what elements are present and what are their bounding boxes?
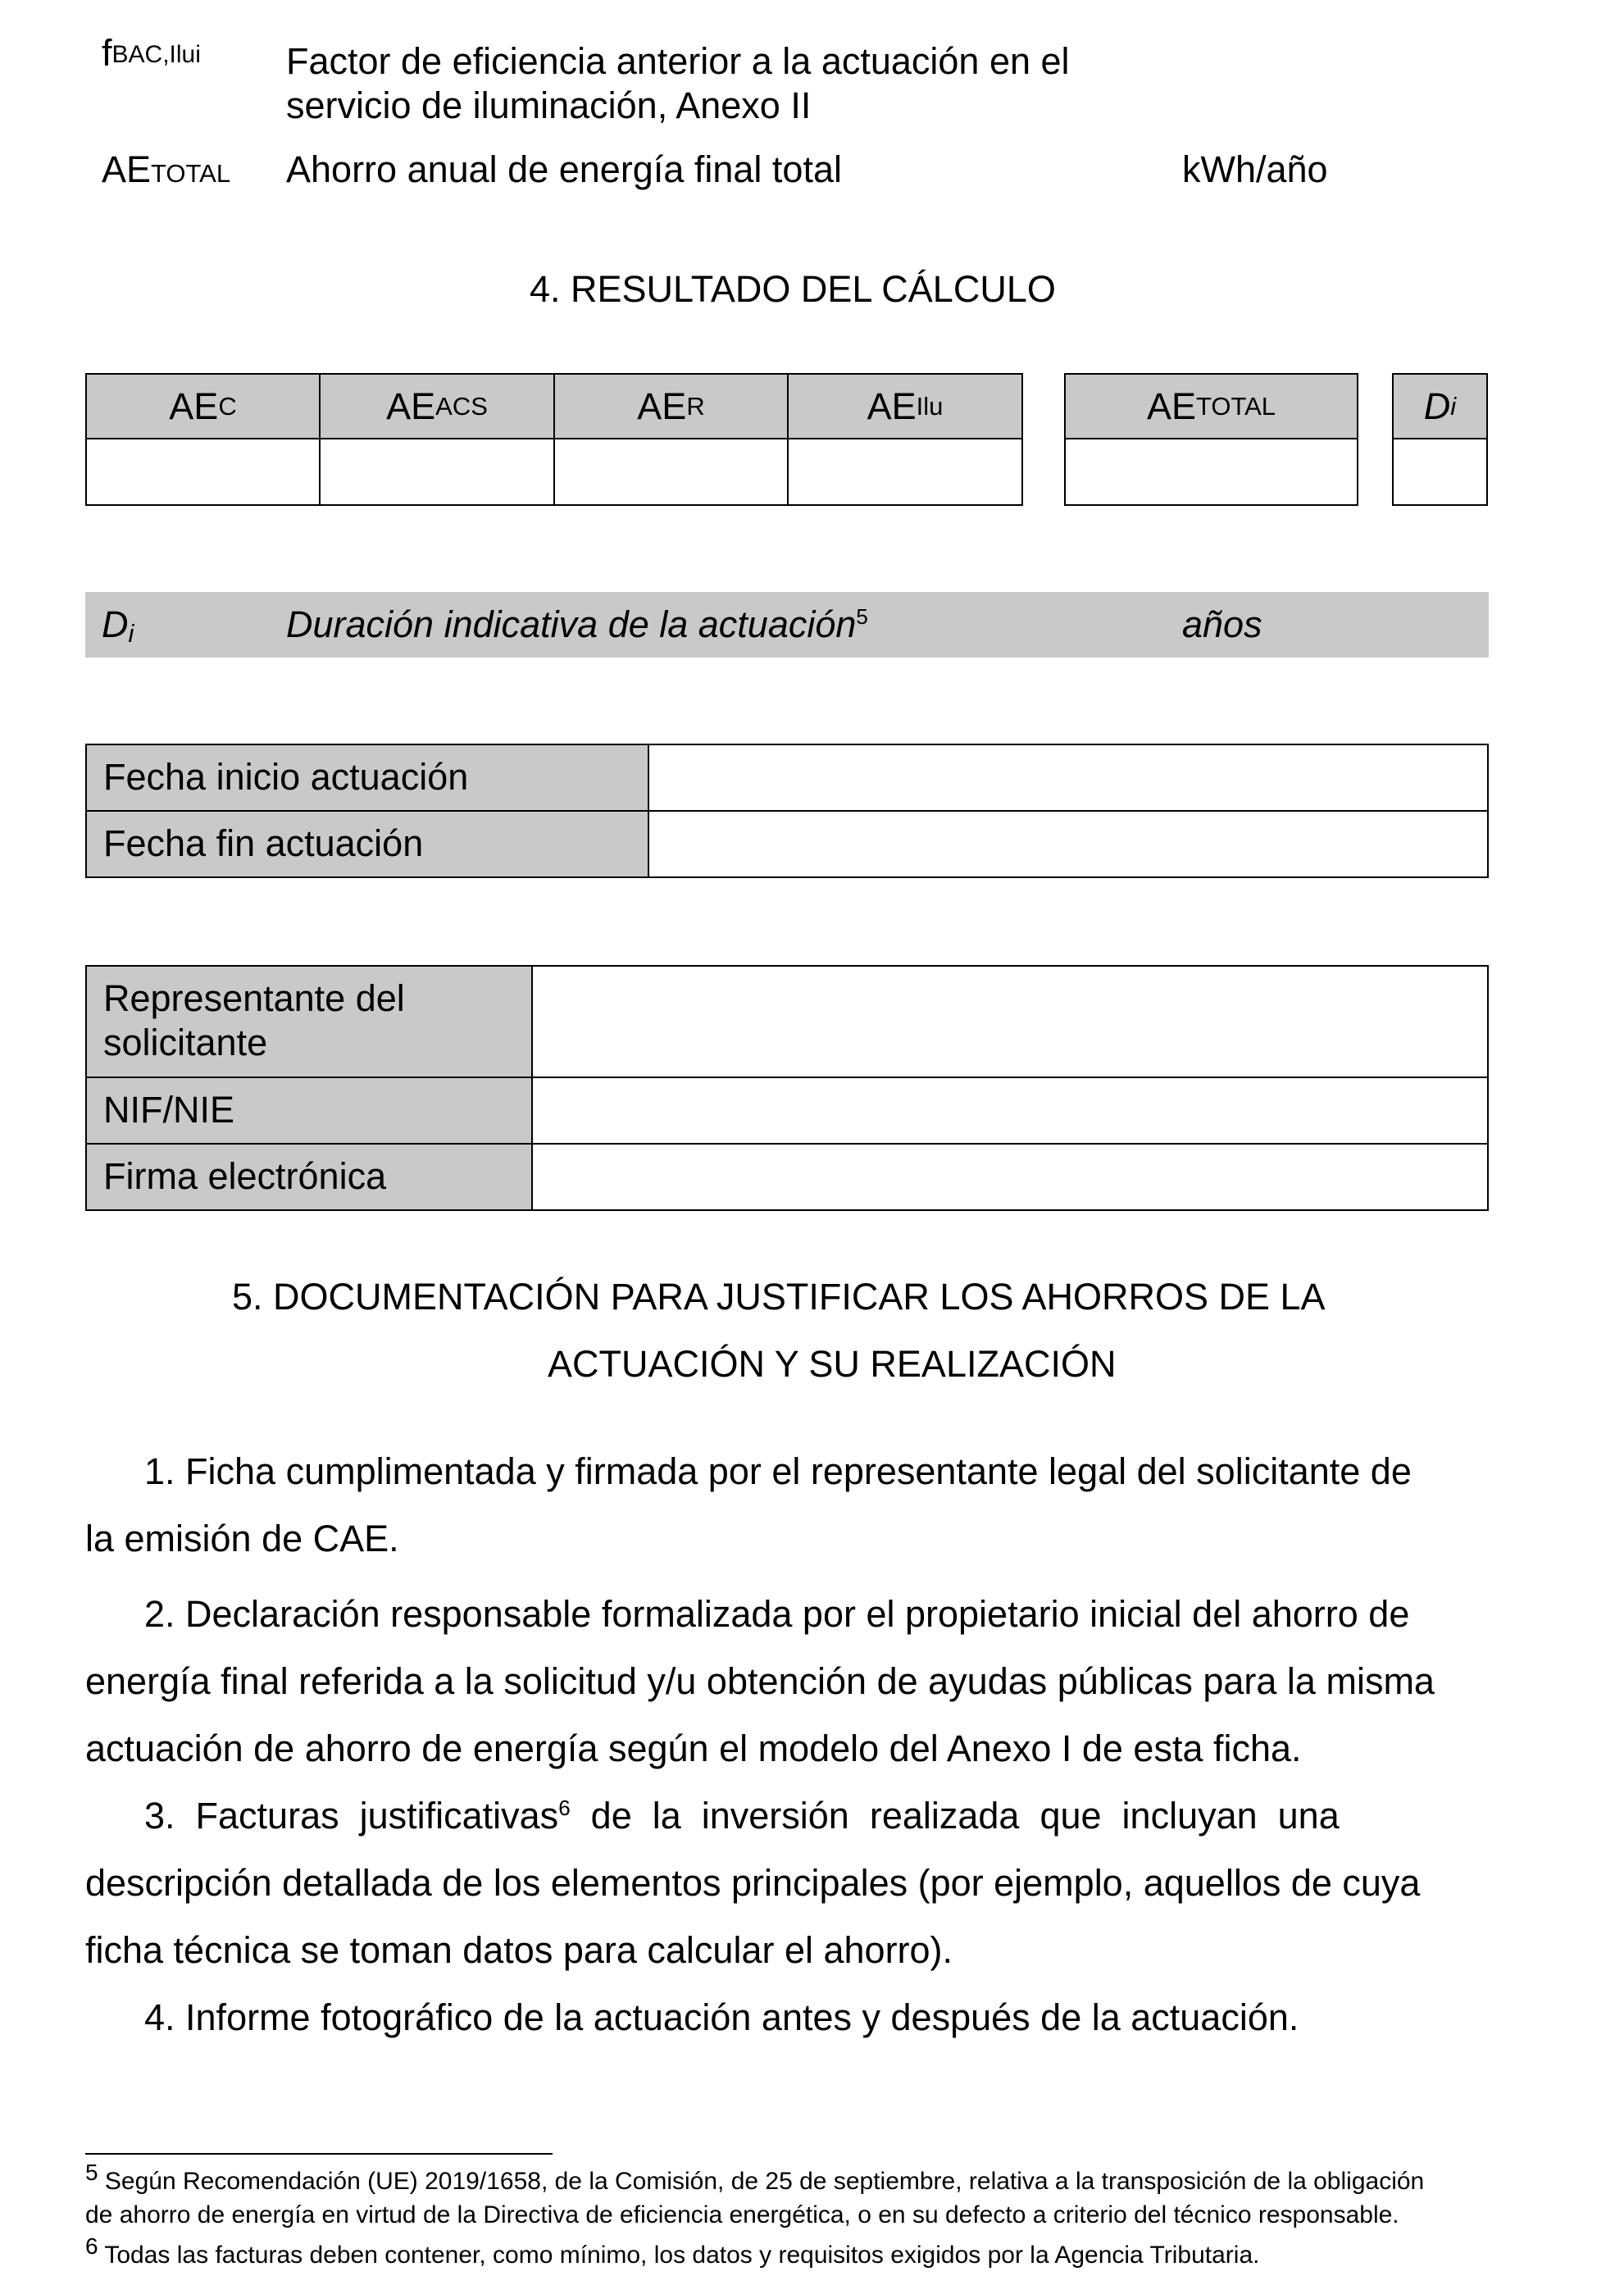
date-end-field[interactable] [648,810,1489,878]
result-value-di[interactable] [1392,438,1488,506]
section5-title-line2: ACTUACIÓN Y SU REALIZACIÓN [548,1343,1117,1385]
signature-label: Firma electrónica [85,1143,533,1211]
item1-line2: la emisión de CAE. [85,1518,399,1559]
item2-line2: energía final referida a la solicitud y/u obtención de ayudas públicas para la misma [85,1660,1435,1702]
result-value-aer[interactable] [553,438,789,506]
result-value-aec[interactable] [85,438,321,506]
signature-field[interactable] [531,1143,1489,1211]
item2-line1: 2. Declaración responsable formalizada por el propietario inicial del ahorro de [144,1593,1410,1635]
result-header-aetotal [1064,373,1358,439]
header-main: AE [169,385,219,427]
footnote-separator [85,2153,553,2155]
result-value-aeacs[interactable] [319,438,555,506]
item3-line2: descripción detallada de los elementos principales (por ejemplo, aquellos de cuya [85,1862,1421,1904]
fbac-description-line2: servicio de iluminación, Anexo II [286,84,812,126]
header-main: AE [867,385,917,427]
item3-line1 [144,1794,1489,1838]
duration-symbol-sub: i [128,619,134,648]
header-sub: C [218,391,237,421]
header-main: D [1423,385,1451,427]
nif-nie-field[interactable] [531,1077,1489,1145]
result-value-aeilu[interactable] [787,438,1023,506]
representative-label-line2: solicitante [103,1022,268,1063]
result-value-aetotal[interactable] [1064,438,1358,506]
duration-symbol-main: D [102,603,129,645]
footnote-6-number: 6 [85,2233,98,2259]
result-header-aec [85,373,321,439]
header-sub: Ilu [916,391,944,421]
duration-symbol [102,603,134,651]
duration-description [286,603,868,647]
date-start-label: Fecha inicio actuación [85,744,649,812]
representative-label-line1: Representante del [103,977,405,1019]
footnote-5-number: 5 [85,2160,98,2185]
result-header-di [1392,373,1488,439]
fbac-symbol [102,31,201,80]
date-end-label: Fecha fin actuación [85,810,649,878]
nif-nie-label: NIF/NIE [85,1077,533,1145]
representative-field[interactable] [531,965,1489,1078]
item3-line3: ficha técnica se toman datos para calcular el ahorro). [85,1929,953,1971]
result-header-aeilu [787,373,1023,439]
item1-line1: 1. Ficha cumplimentada y firmada por el representante legal del solicitante de [144,1450,1412,1492]
aetotal-unit: kWh/año [1182,148,1328,190]
item2-line3: actuación de ahorro de energía según el modelo del Anexo I de esta ficha. [85,1727,1302,1769]
fbac-description-line1: Factor de eficiencia anterior a la actuación en el [286,40,1070,82]
aetotal-description: Ahorro anual de energía final total [286,148,842,190]
footnote-5-cont: de ahorro de energía en virtud de la Directiva de eficiencia energética, o en su defecto a criterio del técnico responsable. [85,2201,1399,2228]
result-header-aeacs [319,373,555,439]
footnote-ref-6[interactable]: 6 [558,1796,571,1820]
date-start-field[interactable] [648,744,1489,812]
footnote-ref-5[interactable]: 5 [856,604,868,629]
header-sub: ACS [435,391,488,421]
item3-text-b: de la inversión realizada que incluyan una [570,1795,1340,1837]
aetotal-symbol-main: AE [102,148,152,190]
header-main: AE [1146,385,1196,427]
footnote-5 [85,2160,1487,2198]
result-header-aer [553,373,789,439]
footnote-5-line1: Según Recomendación (UE) 2019/1658, de la Comisión, de 25 de septiembre, relativa a la transposición de la obligación [104,2168,1425,2195]
aetotal-symbol [102,148,230,196]
section5-title-line1: 5. DOCUMENTACIÓN PARA JUSTIFICAR LOS AHORROS DE LA [232,1276,1326,1318]
footnote-6-line1: Todas las facturas deben contener, como mínimo, los datos y requisitos exigidos por la Agencia Tributaria. [104,2242,1260,2269]
item4: 4. Informe fotográfico de la actuación antes y después de la actuación. [144,1996,1299,2038]
header-sub: i [1450,391,1457,421]
fbac-symbol-main: f [102,32,112,74]
header-main: AE [637,385,687,427]
aetotal-symbol-sub: TOTAL [151,159,231,188]
header-sub: R [686,391,705,421]
representative-label [85,965,533,1078]
item3-text-a: 3. Facturas justificativas [144,1795,559,1837]
section4-title: 4. RESULTADO DEL CÁLCULO [530,268,1056,310]
header-sub: TOTAL [1195,391,1276,421]
header-main: AE [386,385,436,427]
duration-description-text: Duración indicativa de la actuación [286,603,857,645]
duration-unit: años [1182,603,1262,645]
footnote-6 [85,2233,1487,2272]
fbac-symbol-sub: BAC,Ilui [111,41,201,68]
